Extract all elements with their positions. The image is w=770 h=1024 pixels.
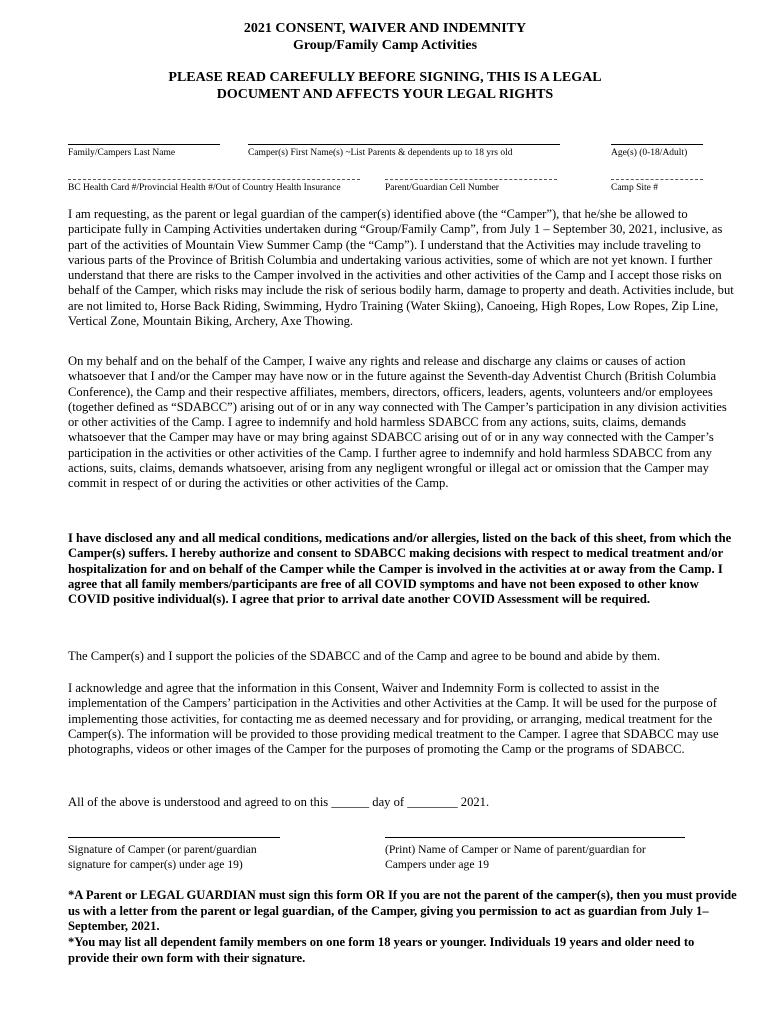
ages-field[interactable] [611,144,703,159]
print-name-label-1: (Print) Name of Camper or Name of parent/guardian for [385,843,646,856]
legal-warning-line1: PLEASE READ CAREFULLY BEFORE SIGNING, THIS IS A LEGAL [168,70,602,85]
health-card-field[interactable] [68,179,360,194]
last-name-line [68,144,220,145]
camp-site-line [611,179,703,180]
policies-paragraph: The Camper(s) and I support the policies of the SDABCC and of the Camp and agree to be bound and abide by them. [68,649,661,663]
camper-signature-field[interactable] [68,837,280,872]
ages-label: Age(s) (0-18/Adult) [611,148,688,158]
last-name-label: Family/Campers Last Name [68,148,176,158]
print-name-line [385,837,685,838]
medical-paragraph: I have disclosed any and all medical conditions, medications and/or allergies, listed on the back of this sheet, from which the Camper(s) suffers. I hereby authorize and consent to SDABCC making decisions with respect to medical treatment and/or hospitalization for and on behalf of the Camper while the Camper is involved in the activities at or away from the Camp. I agree that all family members/participants are free of all COVID symptoms and have not been exposed to other know COVID positive individual(s). I agree that prior to arrival date another COVID Assessment will be required. [68,531,732,607]
waiver-paragraph: On my behalf and on the behalf of the Camper, I waive any rights and release and discharge any claims or causes of action whatsoever that I and/or the Camper may have now or in the future against the Seventh-day Adventist Church (British Columbia Conference), the Camp and their respective affiliates, members, directors, officers, leaders, agents, volunteers and/or employees (together defined as “SDABCC”) arising out of or in any way connected with The Camper’s participation in any division activities or other activities of the Camp. I agree to indemnify and hold harmless SDABCC from any actions, suits, claims, demands whatsoever that the Camper may have or may bring against SDABCC arising out of or in any way connected with the Camper’s participation in the activities or other activities of the Camp. I further agree to indemnify and hold harmless SDABCC from any actions, suits, claims, demands whatsoever, arising from any negligent wrongful or illegal act or omission that the Camper may commit in respect of or during the activities or other activities of the Camp. [68,354,727,491]
document-subtitle: Group/Family Camp Activities [292,38,478,53]
camper-signature-label-1: Signature of Camper (or parent/guardian [68,843,257,856]
agreement-date-line: All of the above is understood and agreed to on this ______ day of ________ 2021. [68,795,490,809]
health-card-line [68,179,360,180]
document-title: 2021 CONSENT, WAIVER AND INDEMNITY [243,21,527,36]
cell-number-field[interactable] [385,179,557,194]
cell-number-line [385,179,557,180]
camp-site-label: Camp Site # [611,183,658,193]
print-name-field[interactable] [385,837,685,872]
information-paragraph: I acknowledge and agree that the information in this Consent, Waiver and Indemnity Form is collected to assist in the implementation of the Campers’ participation in the Activities and other Activities at the Camp. It will be used for the purpose of implementing those activities, for contacting me as deemed necessary and for providing, or arranging, medical treatment for the Camper(s). The information will be provided to those providing medical treatment to the Camper. I agree that SDABCC may use photographs, videos or other images of the Camper for the purposes of promoting the Camp or the programs of SDABCC. [68,681,719,757]
last-name-field[interactable] [68,144,220,159]
print-name-label-2: Campers under age 19 [385,857,489,871]
request-paragraph: I am requesting, as the parent or legal guardian of the camper(s) identified above (the “Camper”), that he/she be allowed to participate fully in Camping Activities undertaken during “Group/Family Camp”, from July 1 – September 30, 2021, inclusive, as part of the activities of Mountain View Summer Camp (the “Camp”). I understand that the Activities may include traveling to various parts of the Province of British Columbia and undertaking various activities, some of which are not yet known. I further understand that there are risks to the Camper involved in the activities and other activities of the Camp and I accept those risks on behalf of the Camper, which risks may include the risk of serious bodily harm, damage to property and death. Activities include, but are not limited to, Horse Back Riding, Swimming, Hydro Training (Water Skiing), Canoeing, High Ropes, Low Ropes, Zip Line, Vertical Zone, Mountain Biking, Archery, Axe Thowing. [68,207,734,329]
cell-number-label: Parent/Guardian Cell Number [385,183,499,193]
first-names-label: Camper(s) First Name(s) ~List Parents & dependents up to 18 yrs old [248,148,513,158]
first-names-line [248,144,560,145]
camper-signature-line [68,837,280,838]
guardian-note: *A Parent or LEGAL GUARDIAN must sign this form OR If you are not the parent of the camper(s), then you must provide us with a letter from the parent or legal guardian, of the Camper, giving you permission to act as guardian from July 1– September, 2021. [68,888,737,934]
legal-warning-line2: DOCUMENT AND AFFECTS YOUR LEGAL RIGHTS [216,87,554,102]
health-card-label: BC Health Card #/Provincial Health #/Out of Country Health Insurance [68,183,341,193]
dependents-note: *You may list all dependent family members on one form 18 years or younger. Individuals 19 years and older need to provide their own form with their signature. [68,935,695,965]
camp-site-field[interactable] [611,179,703,194]
ages-line [611,144,703,145]
camper-signature-label-2: signature for camper(s) under age 19) [68,857,243,871]
first-names-field[interactable] [248,144,560,159]
